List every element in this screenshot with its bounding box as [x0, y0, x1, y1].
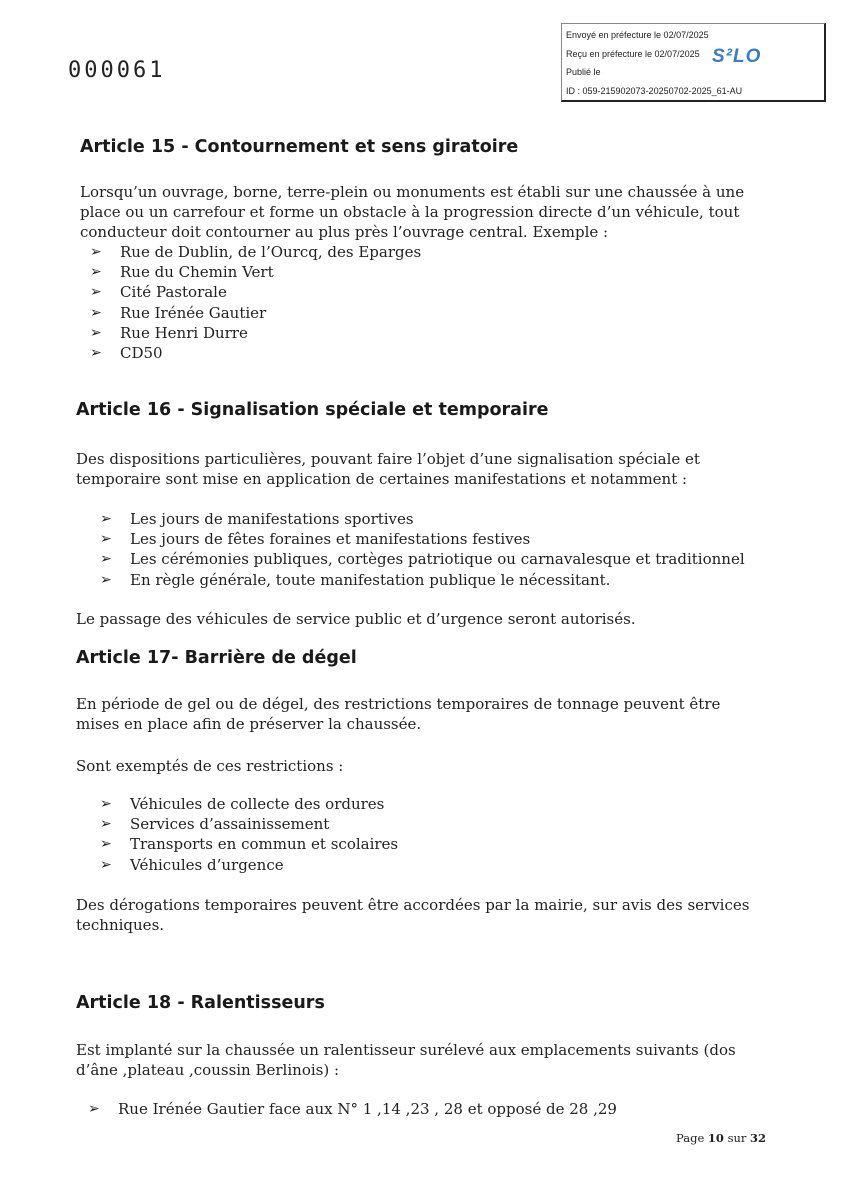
list-item: ➢ Les cérémonies publiques, cortèges patriotique ou carnavalesque et traditionnel: [100, 549, 745, 569]
article-16-list: [100, 509, 745, 590]
s2lo-signature-logo: S²LO: [712, 46, 762, 67]
list-item: ➢ Véhicules de collecte des ordures: [100, 794, 398, 814]
article-18-list: [88, 1099, 617, 1119]
list-item: ➢ Rue Irénée Gautier face aux N° 1 ,14 ,23 , 28 et opposé de 28 ,29: [88, 1099, 617, 1119]
page-footer: [676, 1131, 766, 1145]
list-item: ➢ Rue de Dublin, de l’Ourcq, des Eparges: [90, 242, 421, 262]
article-17-text: En période de gel ou de dégel, des restrictions temporaires de tonnage peuvent être mises en place afin de préserver la chaussée.: [76, 695, 721, 733]
article-15-list: [90, 242, 421, 363]
list-item: ➢ Les jours de manifestations sportives: [100, 509, 745, 529]
prefecture-stamp: [561, 23, 826, 102]
footer-prefix: Page: [676, 1131, 705, 1145]
article-18-title: Article 18 - Ralentisseurs: [76, 993, 325, 1013]
footer-current-page: 10: [707, 1131, 724, 1145]
article-16-title: Article 16 - Signalisation spéciale et temporaire: [76, 400, 549, 420]
list-item: ➢ Rue Henri Durre: [90, 323, 421, 343]
stamp-received-line: Reçu en préfecture le 02/07/2025: [566, 49, 700, 59]
list-item: ➢ Rue du Chemin Vert: [90, 262, 421, 282]
article-18-text: Est implanté sur la chaussée un ralentisseur surélevé aux emplacements suivants (dos d’âne ,plateau ,coussin Berlinois) :: [76, 1041, 736, 1079]
list-item: ➢ Services d’assainissement: [100, 814, 398, 834]
list-item: ➢ Transports en commun et scolaires: [100, 834, 398, 854]
article-17-list: [100, 794, 398, 875]
list-item: ➢ CD50: [90, 343, 421, 363]
article-15-text: Lorsqu’un ouvrage, borne, terre-plein ou monuments est établi sur une chaussée à une place ou un carrefour et forme un obstacle à la progression directe d’un véhicule, tout conducteur doit contourner au plus près l’ouvrage central. Exemple :: [80, 183, 745, 241]
list-item: ➢ Véhicules d’urgence: [100, 855, 398, 875]
article-15-title: Article 15 - Contournement et sens giratoire: [80, 137, 519, 157]
article-17-title: Article 17- Barrière de dégel: [76, 648, 357, 668]
list-item: ➢ En règle générale, toute manifestation publique le nécessitant.: [100, 570, 745, 590]
list-item: ➢ Les jours de fêtes foraines et manifestations festives: [100, 529, 745, 549]
article-16-text: Des dispositions particulières, pouvant faire l’objet d’une signalisation spéciale et temporaire sont mise en application de certaines manifestations et notamment :: [76, 450, 700, 488]
stamp-sent-line: Envoyé en préfecture le 02/07/2025: [566, 30, 709, 40]
stamp-published-line: Publié le: [566, 67, 601, 77]
footer-total-pages: 32: [750, 1131, 767, 1145]
stamp-id-line: ID : 059-215902073-20250702-2025_61-AU: [566, 86, 743, 96]
footer-separator: sur: [727, 1131, 747, 1145]
article-17-closing: Des dérogations temporaires peuvent être accordées par la mairie, sur avis des services techniques.: [76, 896, 750, 934]
article-16-closing: Le passage des véhicules de service public et d’urgence seront autorisés.: [76, 610, 636, 628]
list-item: ➢ Cité Pastorale: [90, 282, 421, 302]
list-item: ➢ Rue Irénée Gautier: [90, 303, 421, 323]
document-number: 000061: [68, 58, 166, 83]
article-17-subtext: Sont exemptés de ces restrictions :: [76, 757, 344, 775]
